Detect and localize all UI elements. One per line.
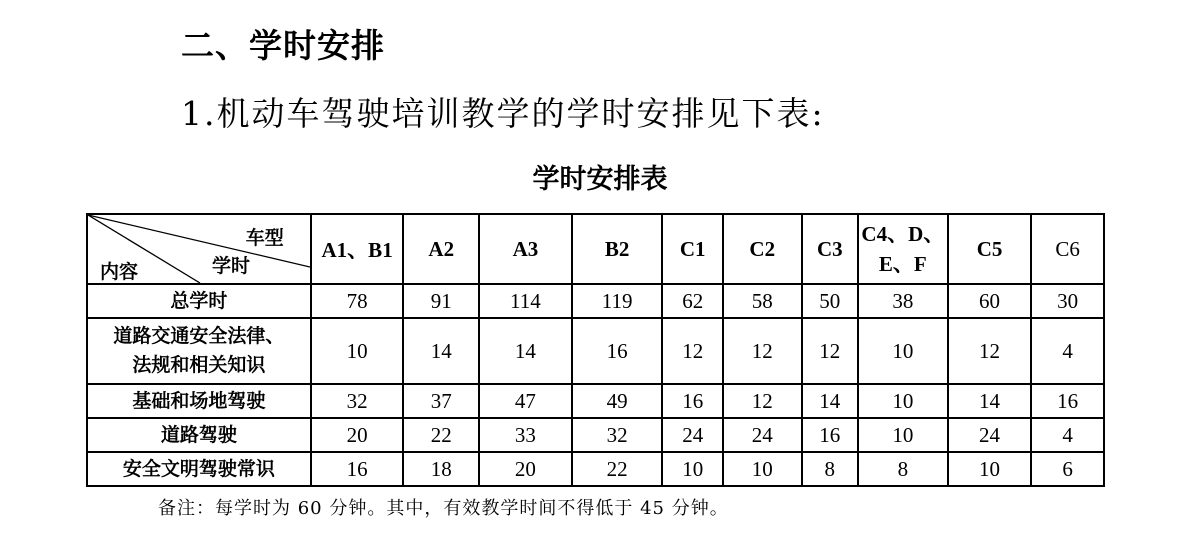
column-header: A2	[403, 214, 479, 284]
table-cell: 32	[572, 418, 663, 452]
table-cell: 24	[723, 418, 802, 452]
table-cell: 50	[802, 284, 858, 318]
row-label: 安全文明驾驶常识	[87, 452, 311, 486]
table-cell: 4	[1031, 418, 1104, 452]
table-row	[87, 452, 1104, 486]
corner-label-hours: 学时	[212, 255, 251, 277]
table-cell: 12	[723, 318, 802, 384]
table-cell: 58	[723, 284, 802, 318]
table-cell: 10	[311, 318, 404, 384]
row-label: 总学时	[87, 284, 311, 318]
table-cell: 14	[948, 384, 1032, 418]
study-hours-table	[86, 213, 1105, 487]
table-cell: 32	[311, 384, 404, 418]
table-cell: 6	[1031, 452, 1104, 486]
header-row	[87, 214, 1104, 284]
table-cell: 38	[858, 284, 948, 318]
corner-label-content: 内容	[100, 261, 139, 283]
table-body	[87, 284, 1104, 486]
table-cell: 12	[948, 318, 1032, 384]
table-cell: 33	[479, 418, 572, 452]
row-label: 道路驾驶	[87, 418, 311, 452]
table-cell: 24	[948, 418, 1032, 452]
table-cell: 20	[479, 452, 572, 486]
table-cell: 60	[948, 284, 1032, 318]
table-cell: 10	[662, 452, 722, 486]
table-row	[87, 418, 1104, 452]
table-cell: 18	[403, 452, 479, 486]
section-heading: 二、学时安排	[181, 26, 385, 65]
column-header: C3	[802, 214, 858, 284]
table-cell: 49	[572, 384, 663, 418]
table-cell: 16	[662, 384, 722, 418]
footnote: 备注：每学时为 60 分钟。其中，有效教学时间不得低于 45 分钟。	[158, 498, 729, 519]
table-row	[87, 384, 1104, 418]
table-cell: 10	[723, 452, 802, 486]
table-cell: 14	[479, 318, 572, 384]
table-cell: 16	[802, 418, 858, 452]
table-cell: 119	[572, 284, 663, 318]
table-cell: 14	[403, 318, 479, 384]
table-cell: 37	[403, 384, 479, 418]
corner-label-vehicle-type: 车型	[245, 227, 284, 249]
table-cell: 8	[802, 452, 858, 486]
row-label: 道路交通安全法律、 法规和相关知识	[87, 318, 311, 384]
table-cell: 24	[662, 418, 722, 452]
table-row	[87, 284, 1104, 318]
column-header: C6	[1031, 214, 1104, 284]
table-cell: 62	[662, 284, 722, 318]
table-cell: 20	[311, 418, 404, 452]
table-cell: 10	[948, 452, 1032, 486]
table-cell: 12	[723, 384, 802, 418]
table-cell: 78	[311, 284, 404, 318]
corner-cell	[87, 214, 311, 284]
table-cell: 10	[858, 318, 948, 384]
table-cell: 4	[1031, 318, 1104, 384]
column-header: B2	[572, 214, 663, 284]
row-label: 基础和场地驾驶	[87, 384, 311, 418]
table-row	[87, 318, 1104, 384]
column-header: C2	[723, 214, 802, 284]
table-cell: 8	[858, 452, 948, 486]
intro-text: 1.机动车驾驶培训教学的学时安排见下表:	[181, 94, 825, 133]
table-cell: 16	[311, 452, 404, 486]
table-cell: 14	[802, 384, 858, 418]
column-header: C4、D、 E、F	[858, 214, 948, 284]
table-cell: 91	[403, 284, 479, 318]
table-cell: 16	[572, 318, 663, 384]
table-cell: 47	[479, 384, 572, 418]
table-cell: 22	[403, 418, 479, 452]
column-header: A3	[479, 214, 572, 284]
table-cell: 114	[479, 284, 572, 318]
table-cell: 16	[1031, 384, 1104, 418]
table-cell: 10	[858, 418, 948, 452]
table-cell: 12	[662, 318, 722, 384]
column-header: C5	[948, 214, 1032, 284]
table-cell: 30	[1031, 284, 1104, 318]
table-cell: 12	[802, 318, 858, 384]
table-cell: 22	[572, 452, 663, 486]
column-header: A1、B1	[311, 214, 404, 284]
table-caption: 学时安排表	[532, 164, 668, 195]
table-cell: 10	[858, 384, 948, 418]
column-header: C1	[662, 214, 722, 284]
